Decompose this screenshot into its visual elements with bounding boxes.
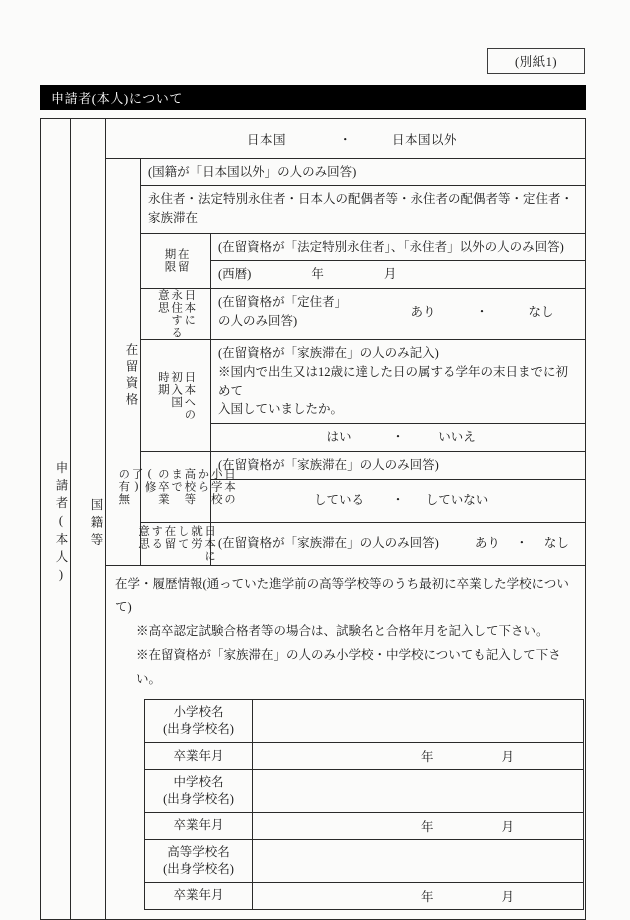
first-entry-option-yes[interactable]: はい xyxy=(326,430,352,445)
table-row xyxy=(145,743,584,770)
first-entry-body xyxy=(211,340,585,451)
school-completion-options-row xyxy=(211,480,585,522)
residence-status-note: (国籍が「日本国以外」の人のみ回答) xyxy=(141,159,585,186)
table-row xyxy=(145,839,584,882)
school-row-label-line1: 高等学校名 xyxy=(167,844,230,859)
school-history-table xyxy=(144,699,584,909)
residence-period-year-label: 年 xyxy=(311,267,324,282)
first-entry-note-line2: ※国内で出生又は12歳に達した日の属する学年の末日までに初めて xyxy=(218,364,569,398)
school-row-year-label: 年 xyxy=(421,750,434,765)
first-entry-label-line1: 日本への xyxy=(183,370,196,421)
school-row-label-line2: (出身学校名) xyxy=(163,861,234,876)
nationality-choice-row xyxy=(106,119,585,159)
row-label-nationality-text: 国籍等 xyxy=(89,497,103,551)
nationality-option-other[interactable]: 日本国以外 xyxy=(391,132,457,147)
first-entry-options xyxy=(302,428,494,447)
school-completion-label-line6: の卒業 xyxy=(156,468,169,506)
school-completion-separator: ・ xyxy=(391,493,405,508)
school-row-yearmonth-field[interactable] xyxy=(253,743,584,770)
school-row-yearmonth-marks xyxy=(253,883,583,909)
school-completion-options xyxy=(302,491,494,510)
residence-period-label-line1: 在留 xyxy=(176,248,189,274)
permanent-intent-label-line2: 永住する xyxy=(170,289,183,340)
school-row-label-line1: 卒業年月 xyxy=(173,818,224,833)
work-intent-label xyxy=(137,523,216,565)
work-intent-separator: ・ xyxy=(515,536,529,551)
applicant-form-table xyxy=(40,118,586,920)
permanent-intent-separator: ・ xyxy=(475,304,489,319)
work-intent-options xyxy=(475,534,569,553)
permanent-intent-body xyxy=(211,289,585,339)
school-completion-label-line4: 高校等 xyxy=(183,468,196,506)
work-intent-note-wrap xyxy=(218,534,569,553)
work-intent-label-line5: する xyxy=(150,524,163,550)
first-entry-label-line2: 初入国 xyxy=(170,370,183,408)
work-intent-note: (在留資格が「家族滞在」の人のみ回答) xyxy=(218,536,439,551)
table-row xyxy=(145,882,584,909)
school-row-label-line1: 中学校名 xyxy=(173,775,224,790)
school-row-yearmonth-marks xyxy=(253,813,583,839)
residence-period-body xyxy=(211,234,585,289)
school-row-label xyxy=(145,743,253,770)
school-row-name-field[interactable] xyxy=(253,770,584,813)
residence-period-label xyxy=(141,234,211,289)
school-completion-option-yes[interactable]: している xyxy=(313,493,364,508)
table-row xyxy=(145,812,584,839)
row-label-nationality xyxy=(71,119,106,919)
residence-period-label-line2: 期限 xyxy=(163,248,176,274)
education-history-note2: ※在留資格が「家族滞在」の人のみ小学校・中学校についても記入して下さい。 xyxy=(136,647,561,686)
school-completion-label-line2: 小学校 xyxy=(209,468,222,506)
work-intent-block xyxy=(137,523,585,565)
permanent-intent-row xyxy=(211,289,585,335)
school-row-label-line2: (出身学校名) xyxy=(163,792,234,806)
school-completion-body xyxy=(211,452,585,522)
row-label-residence-status-text: 在留資格 xyxy=(124,342,138,409)
row-label-applicant-text: 申請者(本人) xyxy=(54,461,68,587)
work-intent-label-line1: 日本に xyxy=(203,524,216,563)
permanent-intent-label-line1: 日本に xyxy=(183,289,196,327)
school-row-label xyxy=(145,839,253,882)
work-intent-label-line2: 就労 xyxy=(189,524,202,550)
school-completion-block xyxy=(117,452,585,523)
permanent-intent-label-line3: 意思 xyxy=(156,289,169,315)
first-entry-block xyxy=(141,340,585,452)
school-row-label xyxy=(145,700,253,743)
residence-status-rows xyxy=(117,159,585,565)
work-intent-body xyxy=(211,523,585,565)
school-row-name-field[interactable] xyxy=(253,839,584,882)
first-entry-note xyxy=(211,340,585,424)
school-row-label-line2: (出身学校名) xyxy=(163,722,234,737)
school-row-month-label: 月 xyxy=(501,889,515,904)
residence-period-label-stack xyxy=(149,248,202,273)
residence-qualification-options[interactable]: 永住者・法定特別永住者・日本人の配偶者等・永住者の配偶者等・定住者・家族滞在 xyxy=(141,186,585,234)
attachment-number-label: (別紙1) xyxy=(514,55,558,69)
permanent-intent-label xyxy=(141,289,211,339)
nationality-option-separator: ・ xyxy=(338,132,352,147)
nationality-option-japan[interactable]: 日本国 xyxy=(246,132,286,147)
school-completion-note: (在留資格が「家族滞在」の人のみ回答) xyxy=(211,452,585,480)
school-row-month-label: 月 xyxy=(501,819,515,834)
school-completion-option-no[interactable]: していない xyxy=(425,493,489,508)
permanent-intent-options xyxy=(386,303,578,322)
residence-status-zone xyxy=(106,159,585,565)
education-history-title: 在学・履歴情報(通っていた進学前の高等学校等のうち最初に卒業した学校について) xyxy=(115,576,569,615)
residence-period-month-label: 月 xyxy=(383,267,397,282)
school-row-label xyxy=(145,770,253,813)
education-history-note1: ※高卒認定試験合格者等の場合は、試験名と合格年月を記入して下さい。 xyxy=(136,624,549,639)
school-completion-label-line1: 日本の xyxy=(222,468,235,506)
school-row-month-label: 月 xyxy=(501,750,515,765)
work-intent-label-line4: 在留 xyxy=(163,524,176,550)
first-entry-note-line1: (在留資格が「家族滞在」の人のみ記入) xyxy=(218,346,439,361)
school-row-yearmonth-marks xyxy=(253,743,583,769)
work-intent-row xyxy=(211,523,585,565)
table-row xyxy=(145,700,584,743)
work-intent-label-line3: して xyxy=(176,524,189,550)
residence-period-note: (在留資格が「法定特別永住者」、「永住者」以外の人のみ回答) xyxy=(211,234,585,262)
school-completion-label-line7: (修 xyxy=(143,468,156,494)
first-entry-note-line3: 入国していましたか。 xyxy=(218,402,344,417)
school-completion-label-line3: から xyxy=(196,468,209,493)
education-history-section xyxy=(106,565,585,919)
school-completion-label-line9: の有無 xyxy=(117,468,130,506)
row-label-applicant xyxy=(41,119,71,919)
school-row-label xyxy=(145,882,253,909)
school-row-name-field[interactable] xyxy=(253,700,584,743)
permanent-intent-block xyxy=(141,289,585,340)
first-entry-separator: ・ xyxy=(391,430,405,445)
form-content-column xyxy=(106,119,585,919)
residence-period-block xyxy=(141,234,585,290)
school-history-table-body xyxy=(145,700,584,909)
first-entry-label-line3: 時期 xyxy=(156,370,169,396)
first-entry-options-row xyxy=(211,424,585,451)
residence-period-era-line xyxy=(218,265,396,284)
residence-period-input-row[interactable] xyxy=(211,261,585,288)
school-completion-label-line8: 了) xyxy=(130,468,143,494)
first-entry-option-no[interactable]: いいえ xyxy=(438,430,476,445)
school-row-year-label: 年 xyxy=(421,889,434,904)
permanent-intent-note-wrap xyxy=(218,293,578,331)
attachment-number-box xyxy=(487,48,585,74)
work-intent-label-line6: 意思 xyxy=(137,524,150,550)
permanent-intent-note: (在留資格が「定住者」の人のみ回答) xyxy=(218,295,348,328)
school-row-yearmonth-field[interactable] xyxy=(253,812,584,839)
permanent-intent-option-no[interactable]: なし xyxy=(528,304,554,319)
first-entry-label xyxy=(141,340,211,451)
school-row-label-line1: 卒業年月 xyxy=(173,748,224,763)
work-intent-option-yes[interactable]: あり xyxy=(474,536,500,551)
school-row-label-line1: 卒業年月 xyxy=(173,888,224,903)
school-row-label xyxy=(145,812,253,839)
section-header-title: 申請者(本人)について xyxy=(51,91,183,106)
permanent-intent-option-yes[interactable]: あり xyxy=(410,304,436,319)
work-intent-option-no[interactable]: なし xyxy=(543,536,569,551)
school-row-label-line1: 小学校名 xyxy=(173,705,224,720)
school-row-yearmonth-field[interactable] xyxy=(253,882,584,909)
nationality-options xyxy=(208,130,484,148)
school-row-year-label: 年 xyxy=(421,819,434,834)
school-completion-label-line5: まで xyxy=(170,468,183,493)
section-header-bar xyxy=(40,85,586,110)
residence-period-era-label: (西暦) xyxy=(218,267,252,282)
table-row xyxy=(145,770,584,813)
school-completion-label xyxy=(117,452,235,522)
